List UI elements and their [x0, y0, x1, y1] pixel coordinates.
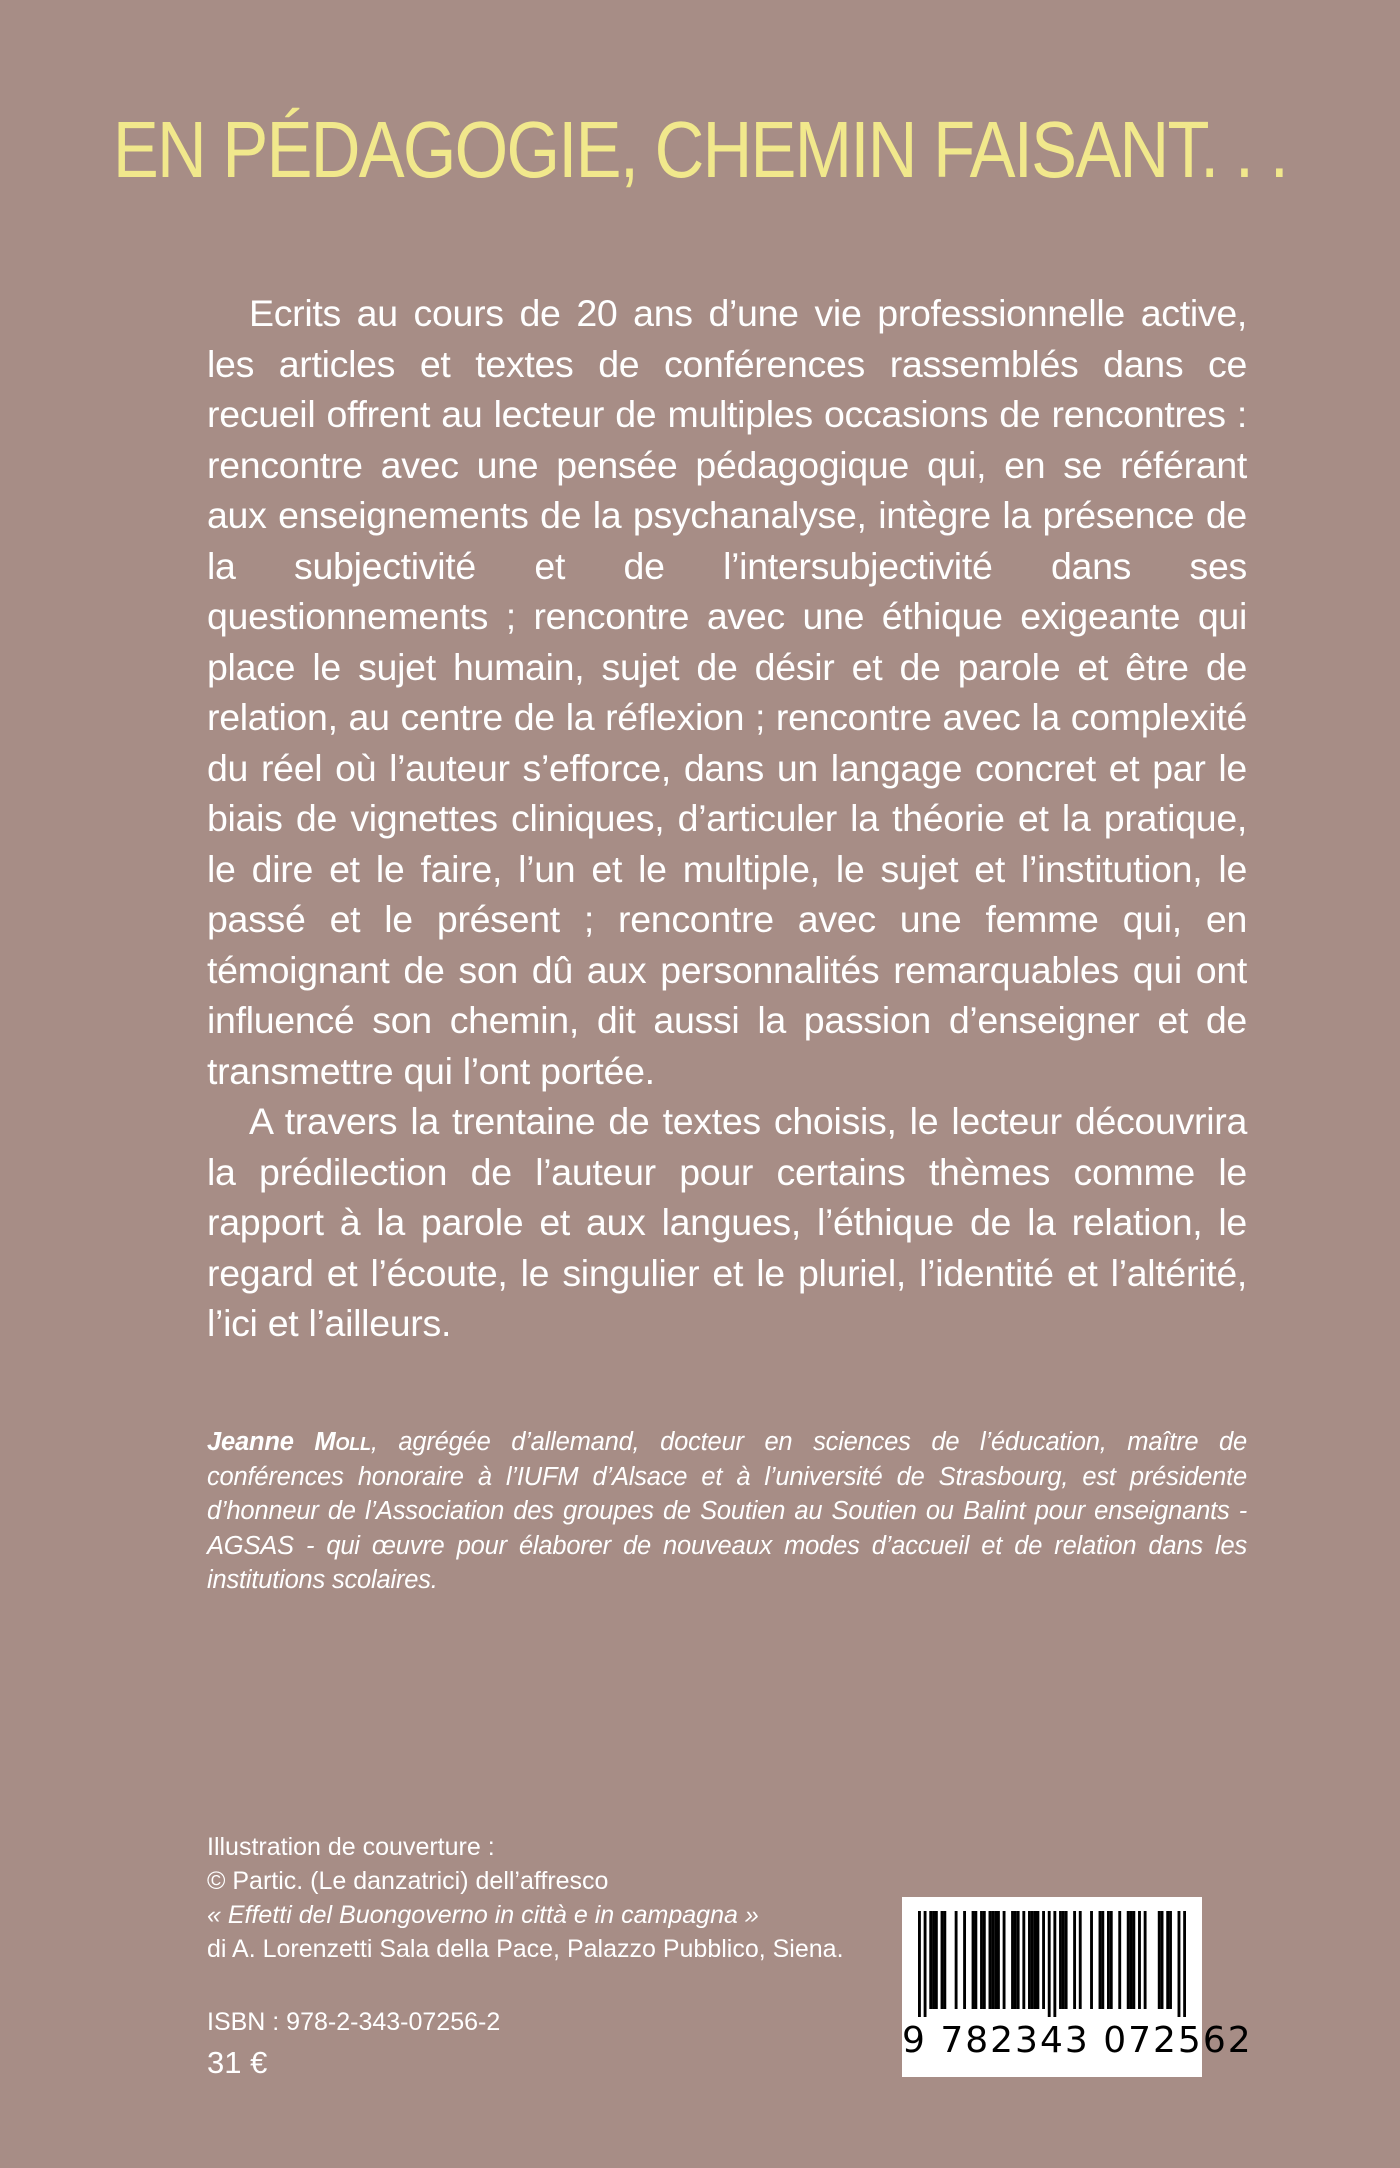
- barcode-bar: [983, 1911, 986, 2009]
- barcode-bars-icon: [918, 1911, 1186, 2017]
- synopsis-paragraph-2: A travers la trentaine de textes choisis, le lecteur découvrira la prédilection de l’auteur pour certains thèmes comme le rapport à la parole et aux langues, l’éthique de la relation, le regard et l’écoute, le singulier et le pluriel, l’identité et l’altérité, l’ici et l’ailleurs.: [207, 1100, 1247, 1344]
- barcode-bar: [1101, 1911, 1104, 2009]
- barcode-bar: [963, 1911, 966, 2009]
- barcode-bar: [929, 1911, 932, 2009]
- barcode-bar: [955, 1911, 958, 2009]
- barcode-bar: [1014, 1911, 1017, 2009]
- barcode-bar: [943, 1911, 946, 2009]
- barcode-bar: [1028, 1911, 1031, 2009]
- barcode-bar: [1059, 1911, 1062, 2009]
- synopsis-paragraph-1: Ecrits au cours de 20 ans d’une vie professionnelle active, les articles et textes de conférences rassemblés dans ce recueil offrent au lecteur de multiples occasions de rencontres : rencontre avec une pensée pédagogique qui, en se référant aux enseignements de la psychanalyse, intègre la présence de la subjectivité et de l’intersubjectivité dans ses questionnements ; rencontre avec une éthique exigeante qui place le sujet humain, sujet de désir et de parole et être de relation, au centre de la réflexion ; rencontre avec la complexité du réel où l’auteur s’efforce, dans un langage concret et par le biais de vignettes cliniques, d’articuler la théorie et la pratique, le dire et le faire, l’un et le multiple, le sujet et l’institution, le passé et le présent ; rencontre avec une femme qui, en témoignant de son dû aux personnalités remarquables qui ont influencé son chemin, dit aussi la passion d’enseigner et de transmettre qui l’ont portée.: [207, 292, 1247, 1092]
- barcode-bar: [1118, 1911, 1121, 2009]
- barcode-bar: [1079, 1911, 1082, 2009]
- barcode-bar: [1099, 1911, 1102, 2009]
- barcode-bar: [941, 1911, 944, 2009]
- barcode-bar: [1107, 1911, 1110, 2009]
- barcode-bar: [1144, 1911, 1147, 2009]
- barcode-bar: [980, 1911, 983, 2009]
- barcode-bar: [1073, 1911, 1076, 2009]
- credits-line-4: di A. Lorenzetti Sala della Pace, Palazzo Pubblico, Siena.: [207, 1935, 844, 1963]
- barcode-bar: [918, 1911, 921, 2017]
- barcode: [902, 1897, 1253, 2077]
- cover-illustration-credits: [207, 1830, 907, 1966]
- barcode-bar: [1090, 1911, 1093, 2009]
- barcode-bar: [1130, 1911, 1133, 2009]
- barcode-bar: [1110, 1911, 1113, 2009]
- barcode-bar: [1036, 1911, 1039, 2009]
- barcode-bar: [1034, 1911, 1037, 2009]
- author-last-name: Moll: [314, 1428, 371, 1456]
- credits-line-2: © Partic. (Le danzatrici) dell’affresco: [207, 1867, 609, 1895]
- author-bio: [207, 1425, 1247, 1598]
- isbn: ISBN : 978-2-343-07256-2: [207, 2008, 501, 2036]
- barcode-bar: [994, 1911, 997, 2009]
- barcode-bar: [924, 1911, 927, 2017]
- barcode-bar: [1166, 1911, 1169, 2009]
- barcode-bar: [935, 1911, 938, 2009]
- barcode-bar: [1161, 1911, 1164, 2009]
- barcode-bar: [972, 1911, 975, 2009]
- barcode-bar: [974, 1911, 977, 2009]
- author-bio-text: , agrégée d’allemand, docteur en sciences de l’éducation, maître de conférences honoraire à l’IUFM d’Alsace et à l’université de Strasbourg, est présidente d’honneur de l’Association des groupes de Soutien au Soutien ou Balint pour enseignants - AGSAS - qui œuvre pour élaborer de nouveaux modes d’accueil et de relation dans les institutions scolaires.: [207, 1428, 1248, 1594]
- credits-line-1: Illustration de couverture :: [207, 1833, 495, 1861]
- barcode-bar: [991, 1911, 994, 2009]
- barcode-bar: [1062, 1911, 1065, 2009]
- barcode-bar: [1132, 1911, 1135, 2009]
- barcode-bar: [1053, 1911, 1056, 2017]
- barcode-bar: [1178, 1911, 1181, 2017]
- barcode-bar: [1065, 1911, 1068, 2009]
- barcode-bar: [1127, 1911, 1130, 2009]
- barcode-bar: [1011, 1911, 1014, 2009]
- barcode-bar: [932, 1911, 935, 2009]
- barcode-number: 9 782343 072562: [902, 2020, 1253, 2061]
- barcode-bar: [1031, 1911, 1034, 2009]
- synopsis: [207, 288, 1247, 1349]
- barcode-bar: [1017, 1911, 1020, 2009]
- barcode-bar: [989, 1911, 992, 2009]
- barcode-bar: [1169, 1911, 1172, 2009]
- barcode-bar: [1183, 1911, 1186, 2017]
- credits-line-3: « Effetti del Buongoverno in città e in campagna »: [207, 1901, 759, 1929]
- book-title: EN PÉDAGOGIE, CHEMIN FAISANT. . .: [112, 105, 1288, 194]
- barcode-bar: [1048, 1911, 1051, 2017]
- barcode-bar: [997, 1911, 1000, 2009]
- author-first-name: Jeanne: [207, 1428, 294, 1456]
- barcode-bar: [1022, 1911, 1025, 2009]
- barcode-bar: [1138, 1911, 1141, 2009]
- price: 31 €: [207, 2045, 268, 2080]
- barcode-bar: [1158, 1911, 1161, 2009]
- barcode-bar: [1003, 1911, 1006, 2009]
- barcode-bar: [1042, 1911, 1045, 2009]
